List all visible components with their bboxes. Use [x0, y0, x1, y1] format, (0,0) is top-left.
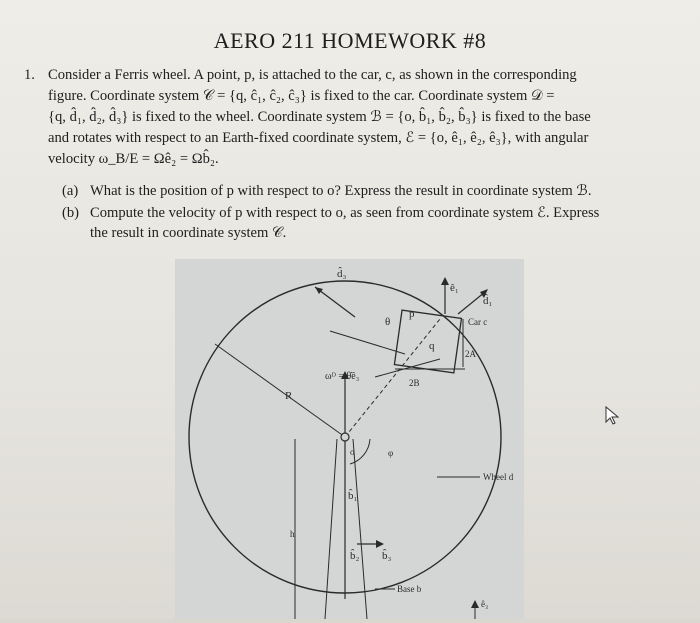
ferris-wheel-diagram [175, 259, 524, 619]
label-theta: θ [385, 316, 391, 328]
d1-axis [458, 292, 485, 314]
radius-line [215, 344, 345, 437]
label-base: Base b [397, 584, 422, 594]
label-b2: b̂₂ [350, 550, 360, 562]
label-phi: φ [388, 448, 394, 458]
part-b-text-2: the result in coordinate system 𝒞. [90, 225, 287, 241]
label-e1: ê₁ [450, 282, 459, 294]
problem-line-4: and rotates with respect to an Earth-fixed coordinate system, ℰ = {o, ê₁, ê₂, ê₃}, with angular [48, 130, 589, 146]
label-two-b: 2B [409, 378, 420, 388]
label-two-a: 2A [465, 349, 476, 359]
part-a-label: (a) [62, 183, 79, 199]
part-b-label: (b) [62, 205, 80, 221]
problem-line-3: {q, d̂₁, d̂₂, d̂₃} is fixed to the wheel. Coordinate system ℬ = {o, b̂₁, b̂₂, b̂₃} is fixed to the base [48, 109, 591, 125]
part-b-text: Compute the velocity of p with respect to o, as seen from coordinate system ℰ. Express [90, 205, 600, 221]
label-car: Car c [468, 317, 488, 327]
ferris-wheel-figure [175, 259, 524, 619]
spoke-to-car [345, 319, 440, 437]
d3-arrowhead [315, 287, 323, 294]
label-d3: d̂₃ [337, 268, 347, 280]
e1-line [330, 331, 405, 354]
mouse-cursor-icon [604, 405, 620, 425]
label-h: h [290, 529, 295, 539]
label-p: p [409, 308, 415, 320]
label-e3: ê₃ [481, 599, 489, 609]
b3-arrowhead [376, 540, 384, 548]
hub-o [341, 433, 349, 441]
label-b3: b̂₃ [382, 550, 392, 562]
label-wheel: Wheel d [483, 472, 514, 482]
label-omega: ωᴰ = θ̇ê₃ [325, 371, 360, 382]
problem-line-2: figure. Coordinate system 𝒞 = {q, ĉ₁, ĉ₂, ĉ₃} is fixed to the car. Coordinate system 𝒟 = [48, 88, 555, 104]
label-q: q [429, 340, 435, 352]
part-a-text: What is the position of p with respect to o? Express the result in coordinate system ℬ. [90, 183, 592, 199]
label-b1: b̂₁ [348, 490, 358, 502]
label-o: o [350, 447, 355, 457]
problem-number: 1. [24, 67, 35, 83]
label-R: R [285, 390, 293, 402]
twob-dim [375, 359, 440, 377]
problem-line-5: velocity ω_B/E = Ωê₂ = Ωb̂₂. [48, 151, 219, 167]
problem-line-1: Consider a Ferris wheel. A point, p, is attached to the car, c, as shown in the corresponding [48, 67, 577, 83]
page-title: AERO 211 HOMEWORK #8 [213, 28, 487, 53]
e3-arrowhead [471, 600, 479, 608]
e1-arrowhead [441, 277, 449, 285]
label-d1: d̂₁ [483, 295, 493, 307]
